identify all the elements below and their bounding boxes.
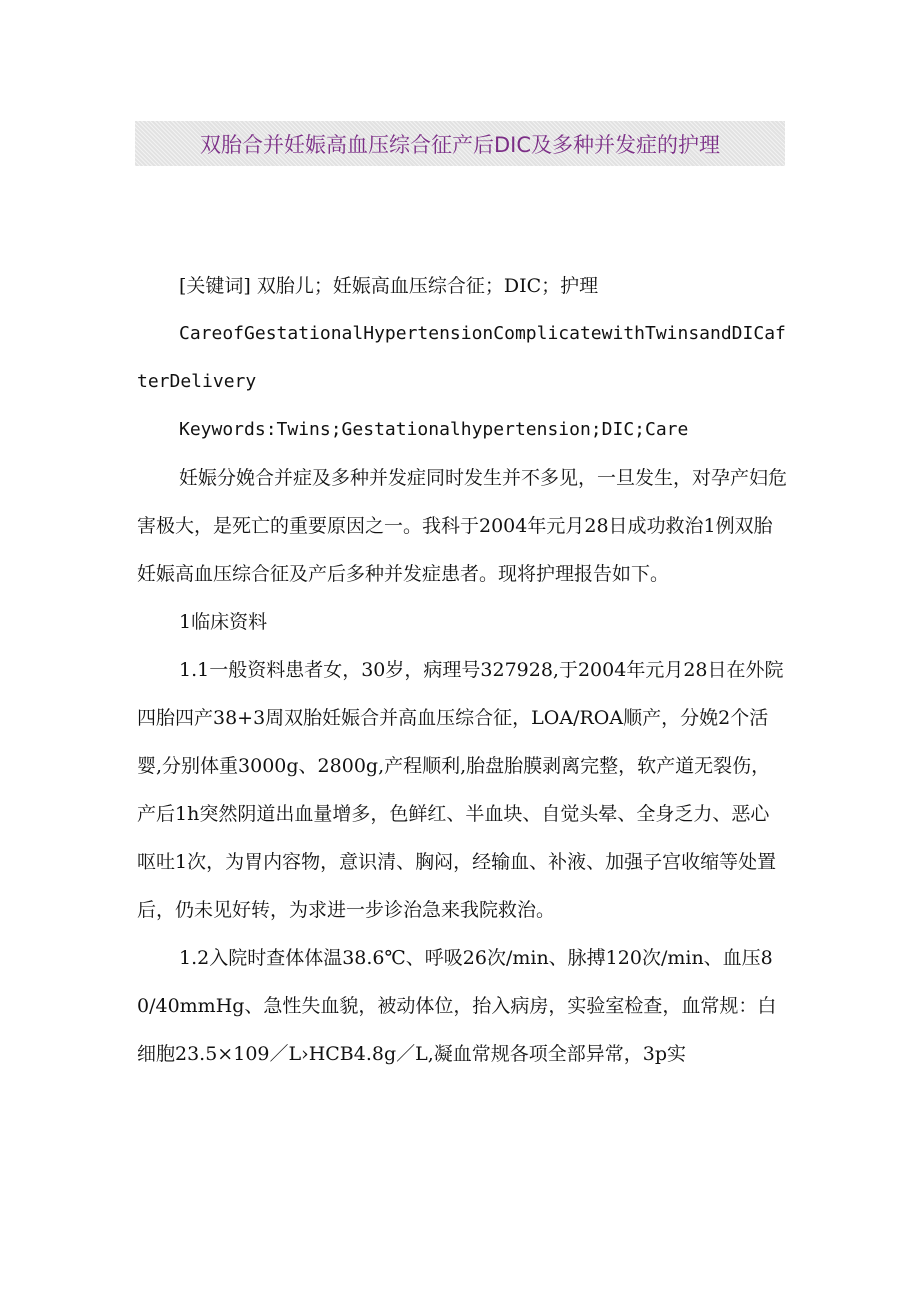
general-info-paragraph: 1.1一般资料患者女，30岁，病理号327928,于2004年元月28日在外院四胎四产38+3周双胎妊娠合并高血压综合征，LOA/ROA顺产，分娩2个活婴,分别体重3000g、2800g,产程顺利,胎盘胎膜剥离完整，软产道无裂伤，产后1h突然阴道出血量增多，色鲜红、半血块、自觉头晕、全身乏力、恶心呕吐1次，为胃内容物，意识清、胸闷，经输血、补液、加强子宫收缩等处置后，仍未见好转，为求进一步诊治急来我院救治。 — [137, 659, 784, 921]
keywords-en-paragraph: Keywords:Twins;Gestationalhypertension;DIC;Care — [179, 419, 689, 440]
admission-exam-paragraph: 1.2入院时查体体温38.6℃、呼吸26次/min、脉搏120次/min、血压80/40mmHg、急性失血貌，被动体位，抬入病房，实验室检查，血常规：白细胞23.5×109／L›HCB4.8g／L,凝血常规各项全部异常，3p实 — [137, 947, 777, 1065]
english-title-paragraph: CareofGestationalHypertensionComplicatewithTwinsandDICafterDelivery — [137, 323, 786, 392]
document-body — [137, 262, 787, 1078]
document-title: 双胎合并妊娠高血压综合征产后DIC及多种并发症的护理 — [199, 132, 721, 157]
intro-paragraph: 妊娠分娩合并症及多种并发症同时发生并不多见，一旦发生，对孕产妇危害极大，是死亡的重要原因之一。我科于2004年元月28日成功救治1例双胎妊娠高血压综合征及产后多种并发症患者。现将护理报告如下。 — [137, 467, 788, 585]
keywords-cn-paragraph: [关键词] 双胎儿；妊娠高血压综合征；DIC；护理 — [179, 275, 599, 297]
section-heading: 1临床资料 — [179, 611, 268, 633]
title-banner — [135, 121, 785, 166]
